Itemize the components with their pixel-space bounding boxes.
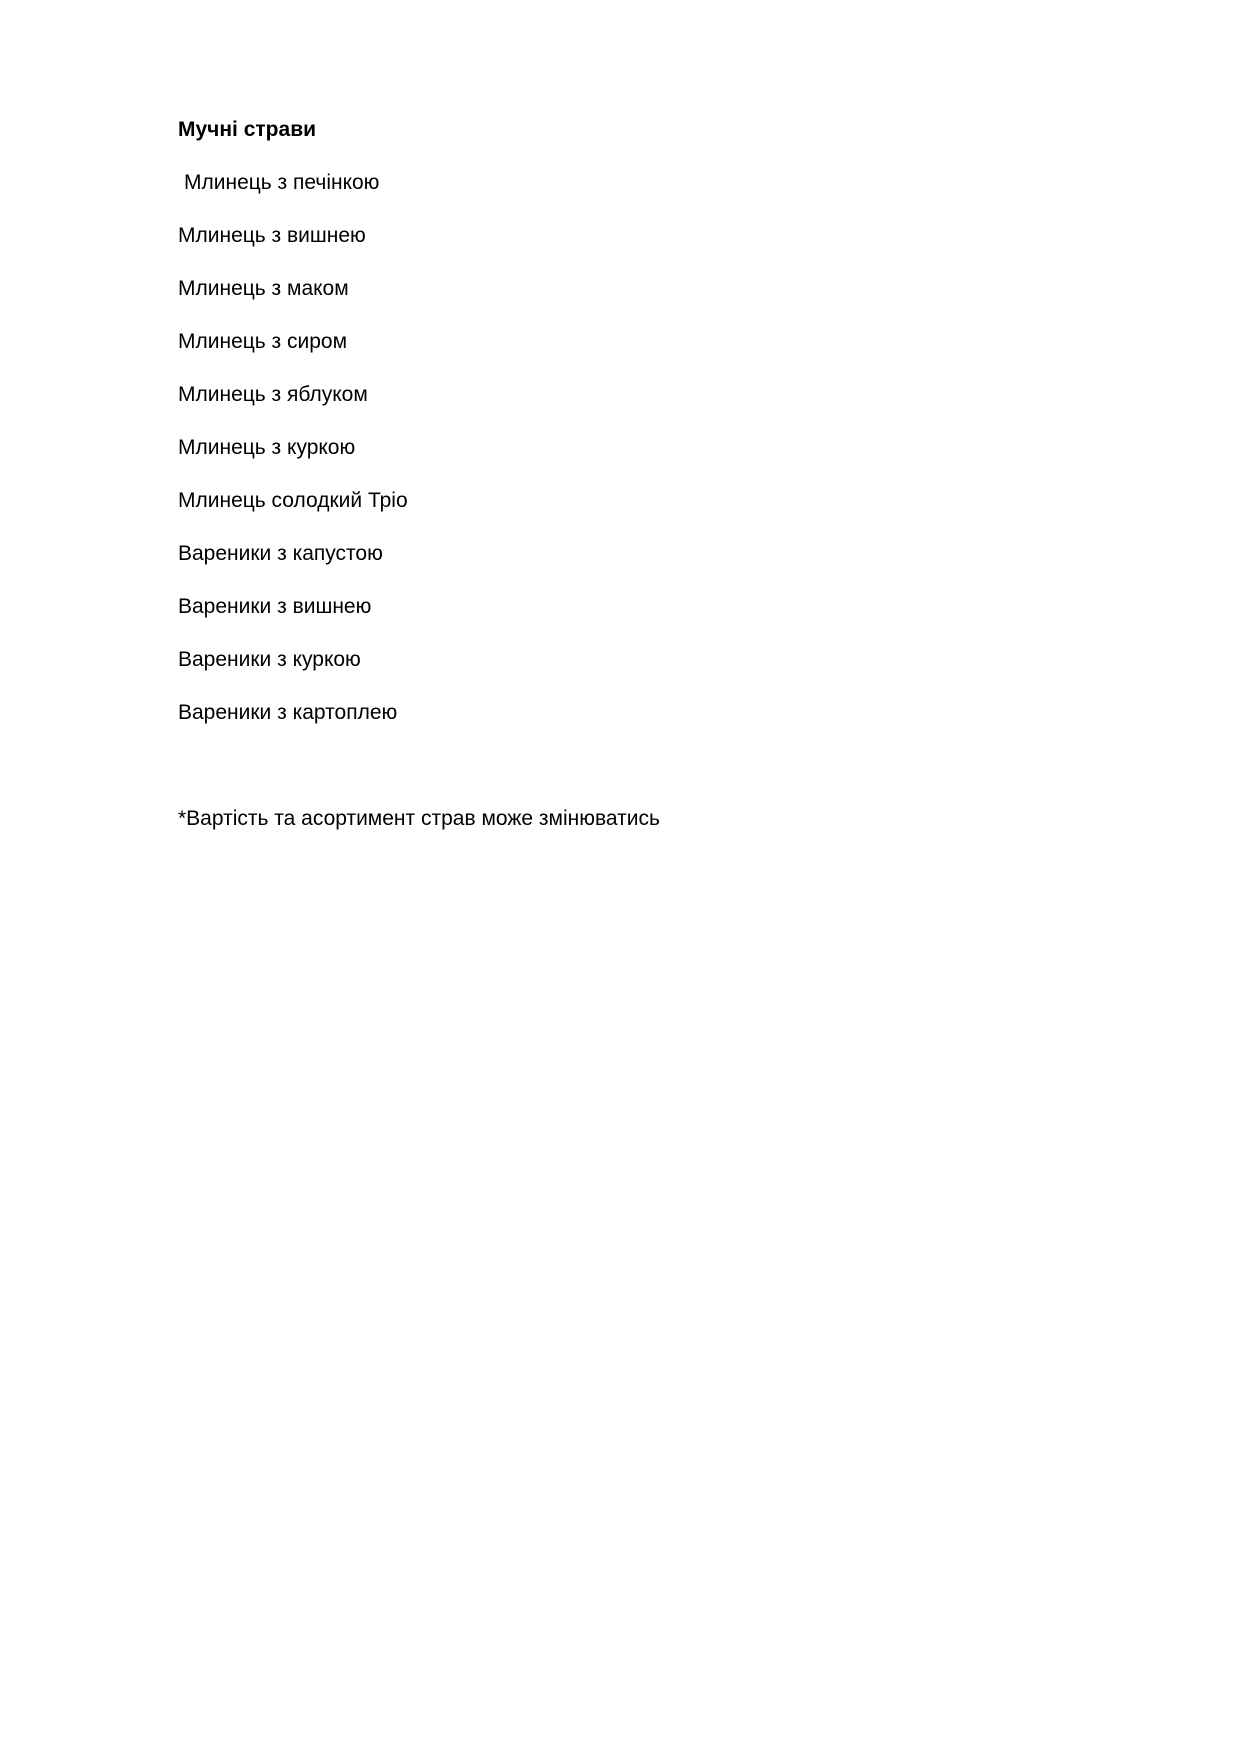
dish-item: Млинець з яблуком [178, 383, 368, 406]
dish-item: Вареники з капустою [178, 542, 383, 565]
dish-item: Млинець з сиром [178, 330, 348, 353]
dish-item: Вареники з вишнею [178, 595, 372, 618]
dish-item: Млинець солодкий Тріо [178, 489, 408, 512]
dish-item: Вареники з картоплею [178, 701, 398, 724]
dish-item: Млинець з куркою [178, 436, 356, 459]
dish-item: Млинець з печінкою [184, 171, 380, 194]
dish-list [178, 171, 1078, 725]
dish-item: Млинець з маком [178, 277, 349, 300]
price-note: *Вартість та асортимент страв може змінюватись [178, 807, 660, 830]
menu-content [178, 118, 1078, 831]
section-heading: Мучні страви [178, 118, 317, 141]
dish-item: Млинець з вишнею [178, 224, 366, 247]
dish-item: Вареники з куркою [178, 648, 361, 671]
